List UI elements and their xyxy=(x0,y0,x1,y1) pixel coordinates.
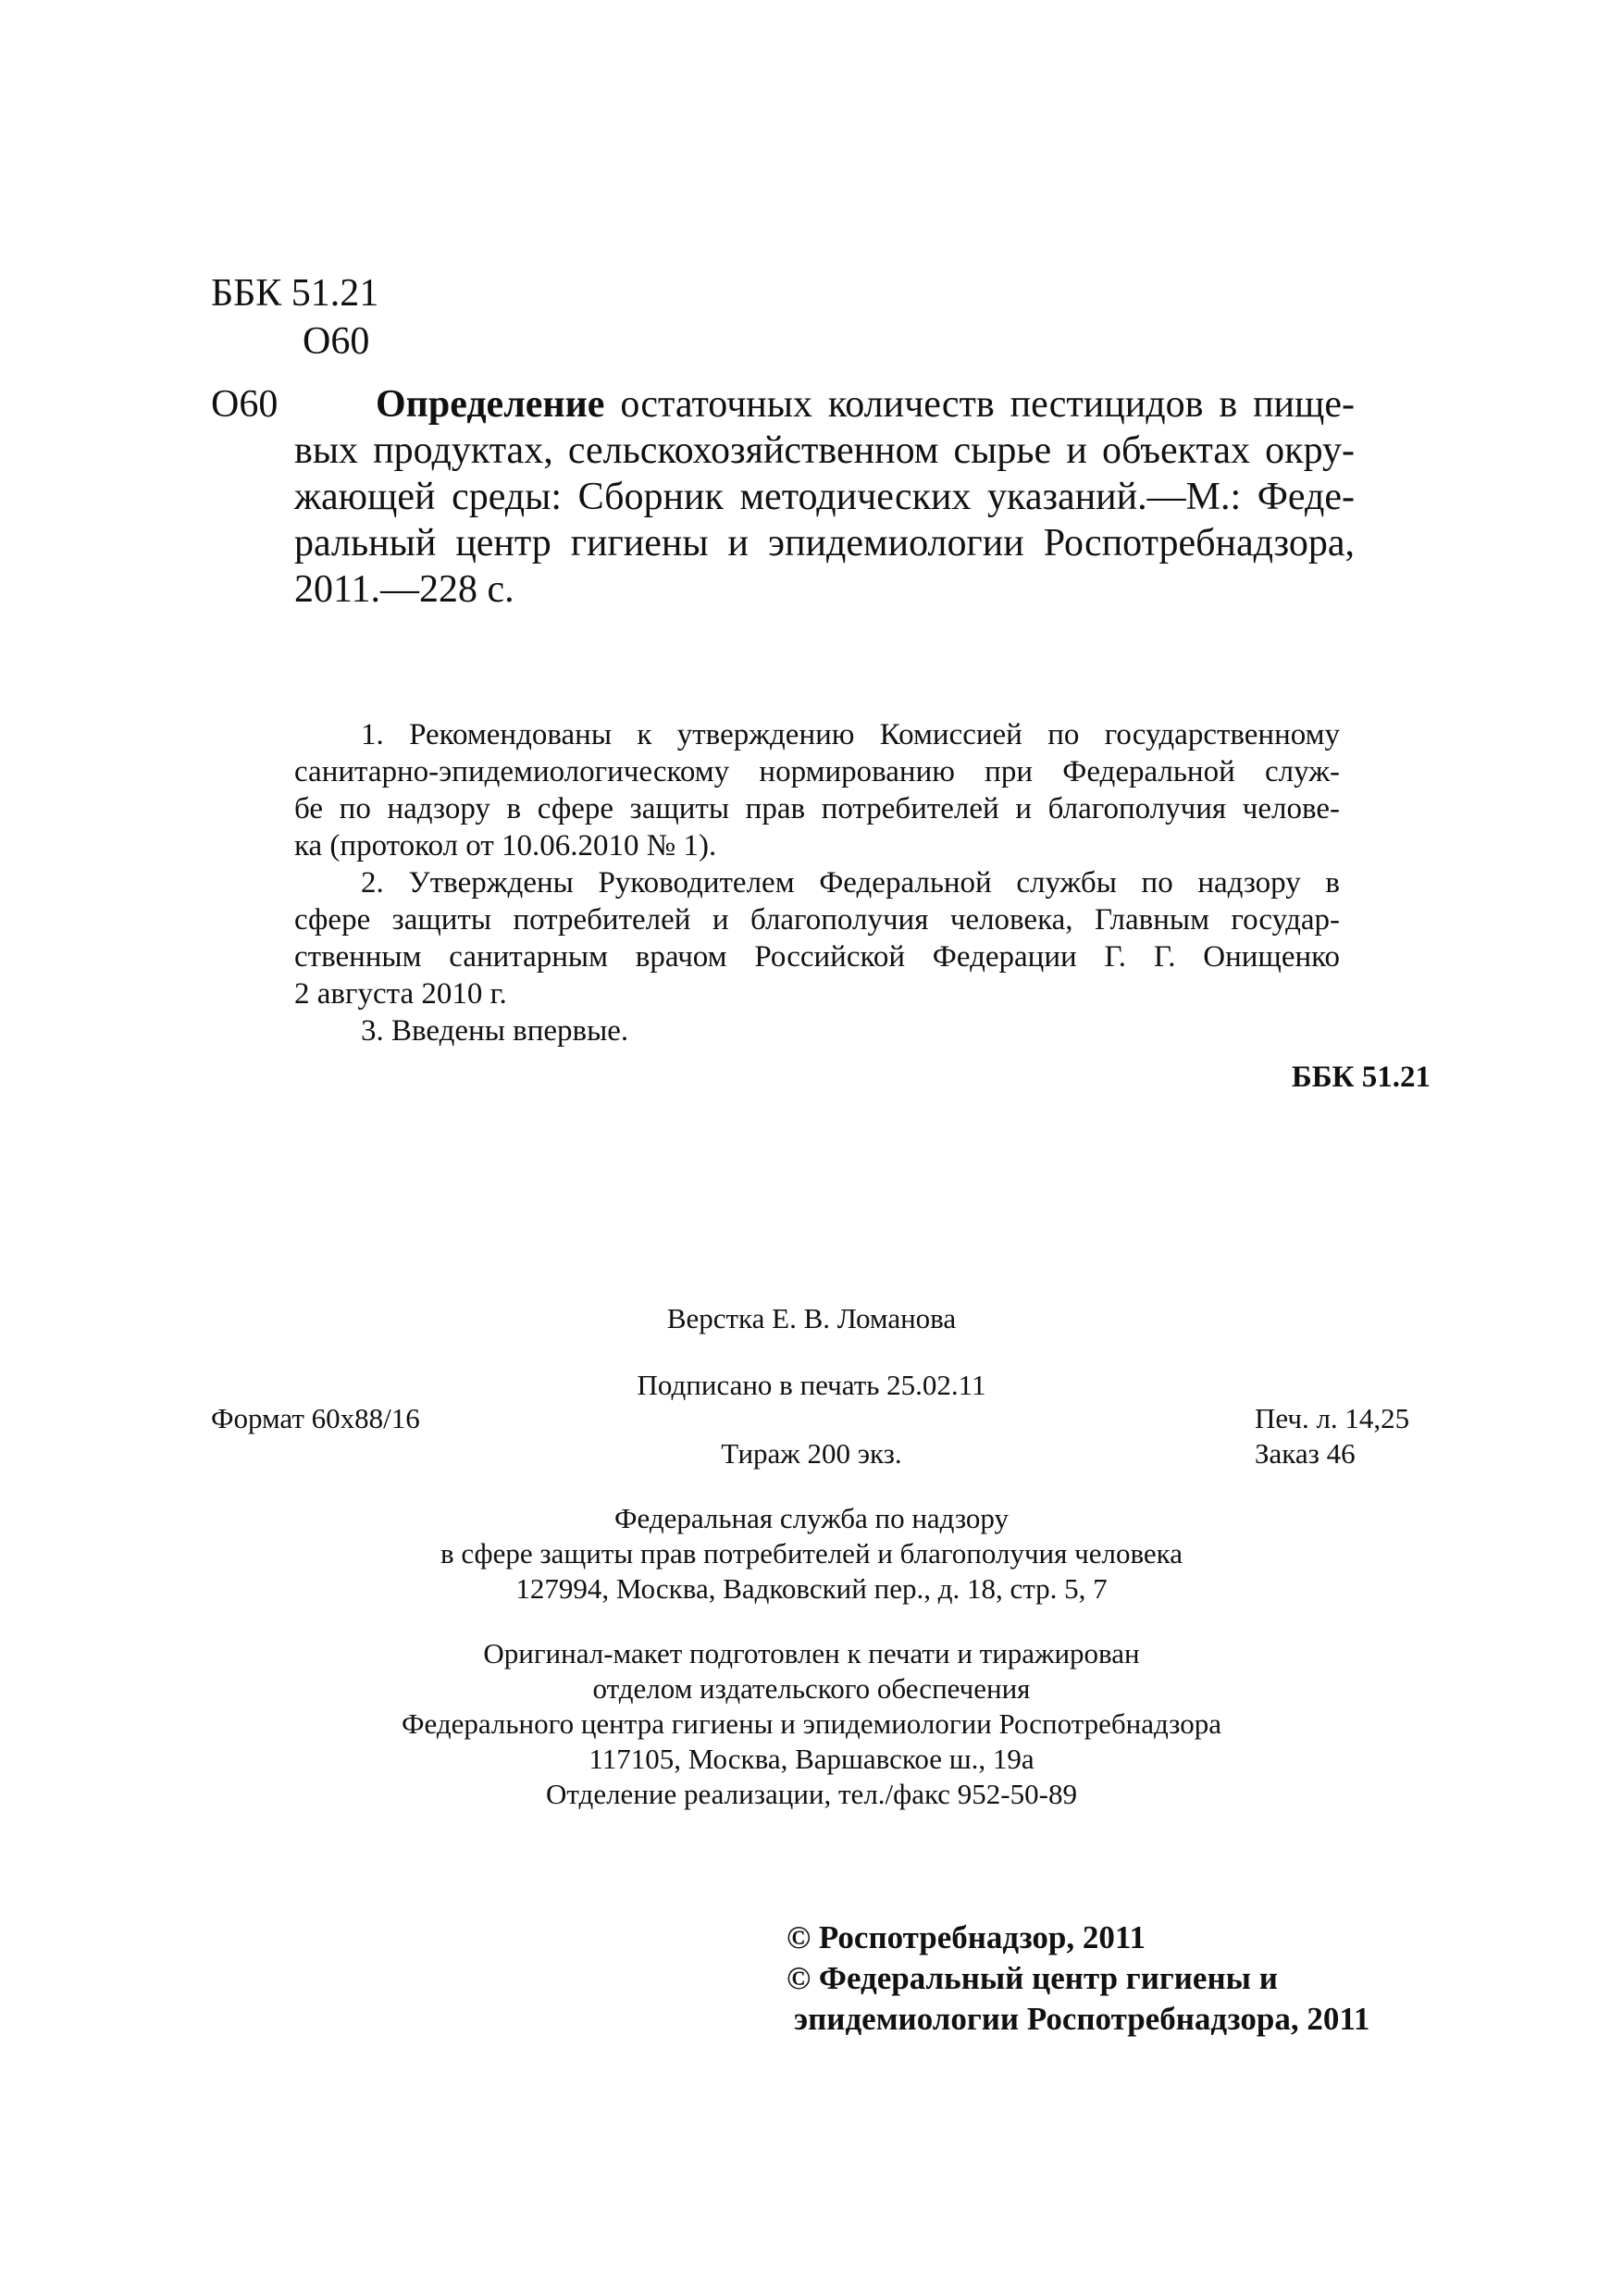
biblio-line-2: вых продуктах, сельскохозяйственном сырье и объектах окру- xyxy=(294,429,1355,472)
bibliographic-description xyxy=(294,381,1355,613)
layout-credit: Верстка Е. В. Ломанова xyxy=(666,1302,957,1334)
author-mark: О60 xyxy=(303,320,370,363)
publisher-line-2: в сфере защиты прав потребителей и благополучия человека xyxy=(440,1537,1183,1570)
original-line-5: Отделение реализации, тел./факс 952-50-89 xyxy=(546,1778,1077,1810)
note-line-2: санитарно-эпидемиологическому нормированию при Федеральной служ- xyxy=(294,755,1340,788)
note-line-3: бе по надзору в сфере защиты прав потребителей и благополучия челове- xyxy=(294,792,1340,825)
biblio-line-1 xyxy=(294,381,1355,428)
biblio-title-bold: Определение xyxy=(376,383,605,426)
publisher-line-3: 127994, Москва, Вадковский пер., д. 18, стр. 5, 7 xyxy=(515,1572,1108,1605)
original-line-3: Федерального центра гигиены и эпидемиологии Роспотребнадзора xyxy=(402,1707,1221,1740)
original-line-4: 117105, Москва, Варшавское ш., 19а xyxy=(588,1743,1035,1775)
copyright-line-1: © Роспотребнадзор, 2011 xyxy=(787,1919,1146,1955)
note-line-5: 2. Утверждены Руководителем Федеральной службы по надзору в xyxy=(361,866,1340,900)
copyright-block xyxy=(787,1917,1369,2040)
approval-notes xyxy=(294,716,1340,1049)
biblio-line-3: жающей среды: Сборник методических указаний.—М.: Феде- xyxy=(294,476,1355,518)
publisher-line-1: Федеральная служба по надзору xyxy=(614,1502,1009,1534)
note-line-1: 1. Рекомендованы к утверждению Комиссией по государственному xyxy=(361,718,1340,751)
note-line-4: ка (протокол от 10.06.2010 № 1). xyxy=(294,829,717,863)
note-line-6: сфере защиты потребителей и благополучия человека, Главным государ- xyxy=(294,903,1340,937)
publisher-block xyxy=(0,1501,1623,1607)
biblio-line-4: ральный центр гигиены и эпидемиологии Роспотребнадзора, xyxy=(294,522,1355,565)
original-line-2: отделом издательского обеспечения xyxy=(592,1672,1031,1705)
biblio-line-1-text: остаточных количеств пестицидов в пище- xyxy=(604,383,1355,426)
printed-sheets: Печ. л. 14,25 xyxy=(1255,1402,1410,1434)
note-line-9: 3. Введены впервые. xyxy=(361,1014,629,1048)
note-line-7: ственным санитарным врачом Российской Федерации Г. Г. Онищенко xyxy=(294,940,1340,974)
signed-to-print: Подписано в печать 25.02.11 xyxy=(637,1369,986,1401)
bbk-index-right: ББК 51.21 xyxy=(1291,1061,1431,1094)
entry-author-mark: О60 xyxy=(211,383,279,426)
biblio-line-5: 2011.—228 с. xyxy=(294,568,514,611)
print-run: Тираж 200 экз. xyxy=(721,1437,902,1470)
original-layout-block xyxy=(0,1636,1623,1812)
order-number: Заказ 46 xyxy=(1255,1437,1356,1470)
note-line-8: 2 августа 2010 г. xyxy=(294,977,507,1011)
original-line-1: Оригинал-макет подготовлен к печати и тиражирован xyxy=(483,1637,1140,1669)
copyright-line-2: © Федеральный центр гигиены и xyxy=(787,1960,1278,1996)
paper-format: Формат 60x88/16 xyxy=(211,1402,420,1434)
copyright-line-3: эпидемиологии Роспотребнадзора, 2011 xyxy=(794,2001,1370,2037)
bbk-index: ББК 51.21 xyxy=(211,272,379,315)
